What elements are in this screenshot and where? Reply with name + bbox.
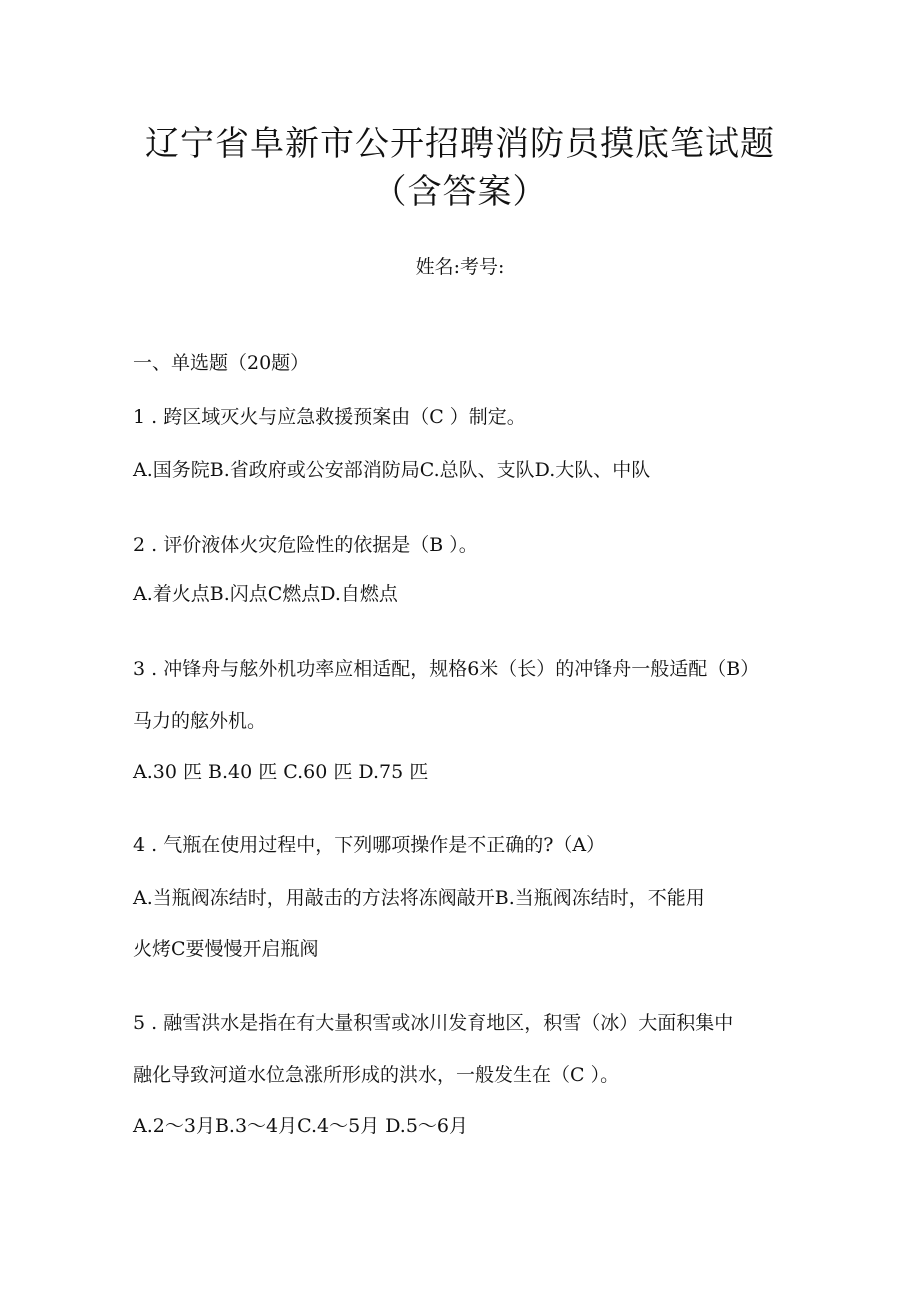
question-1-options: A.国务院B.省政府或公安部消防局C.总队、支队D.大队、中队 [133, 459, 651, 481]
question-5-stem-line-1: 5 . 融雪洪水是指在有大量积雪或冰川发育地区，积雪（冰）大面积集中 [133, 1012, 734, 1034]
section-heading: 一、单选题（20题） [133, 352, 310, 374]
document-title-line-2: （含答案） [372, 172, 548, 212]
question-4-options-line-1: A.当瓶阀冻结时，用敲击的方法将冻阀敲开B.当瓶阀冻结时，不能用 [133, 887, 705, 909]
question-3-stem-line-1: 3 . 冲锋舟与舷外机功率应相适配，规格6米（长）的冲锋舟一般适配（B） [133, 658, 760, 680]
question-4-stem: 4 . 气瓶在使用过程中，下列哪项操作是不正确的?（A） [133, 834, 606, 856]
question-5-stem-line-2: 融化导致河道水位急涨所形成的洪水，一般发生在（C ）。 [133, 1064, 620, 1086]
document-title-line-1: 辽宁省阜新市公开招聘消防员摸底笔试题 [145, 124, 775, 164]
question-4-options-line-2: 火烤C要慢慢开启瓶阀 [133, 938, 319, 960]
candidate-info-line: 姓名:考号: [415, 256, 505, 278]
question-5-options: A.2～3月B.3～4月C.4～5月 D.5～6月 [133, 1115, 469, 1137]
question-2-stem: 2 . 评价液体火灾危险性的依据是（B ）。 [133, 534, 478, 556]
question-2-options: A.着火点B.闪点C燃点D.自燃点 [133, 583, 398, 605]
question-3-options: A.30 匹 B.40 匹 C.60 匹 D.75 匹 [133, 761, 429, 783]
question-3-stem-line-2: 马力的舷外机。 [133, 710, 267, 732]
question-1-stem: 1 . 跨区域灭火与应急救援预案由（C ）制定。 [133, 406, 526, 428]
